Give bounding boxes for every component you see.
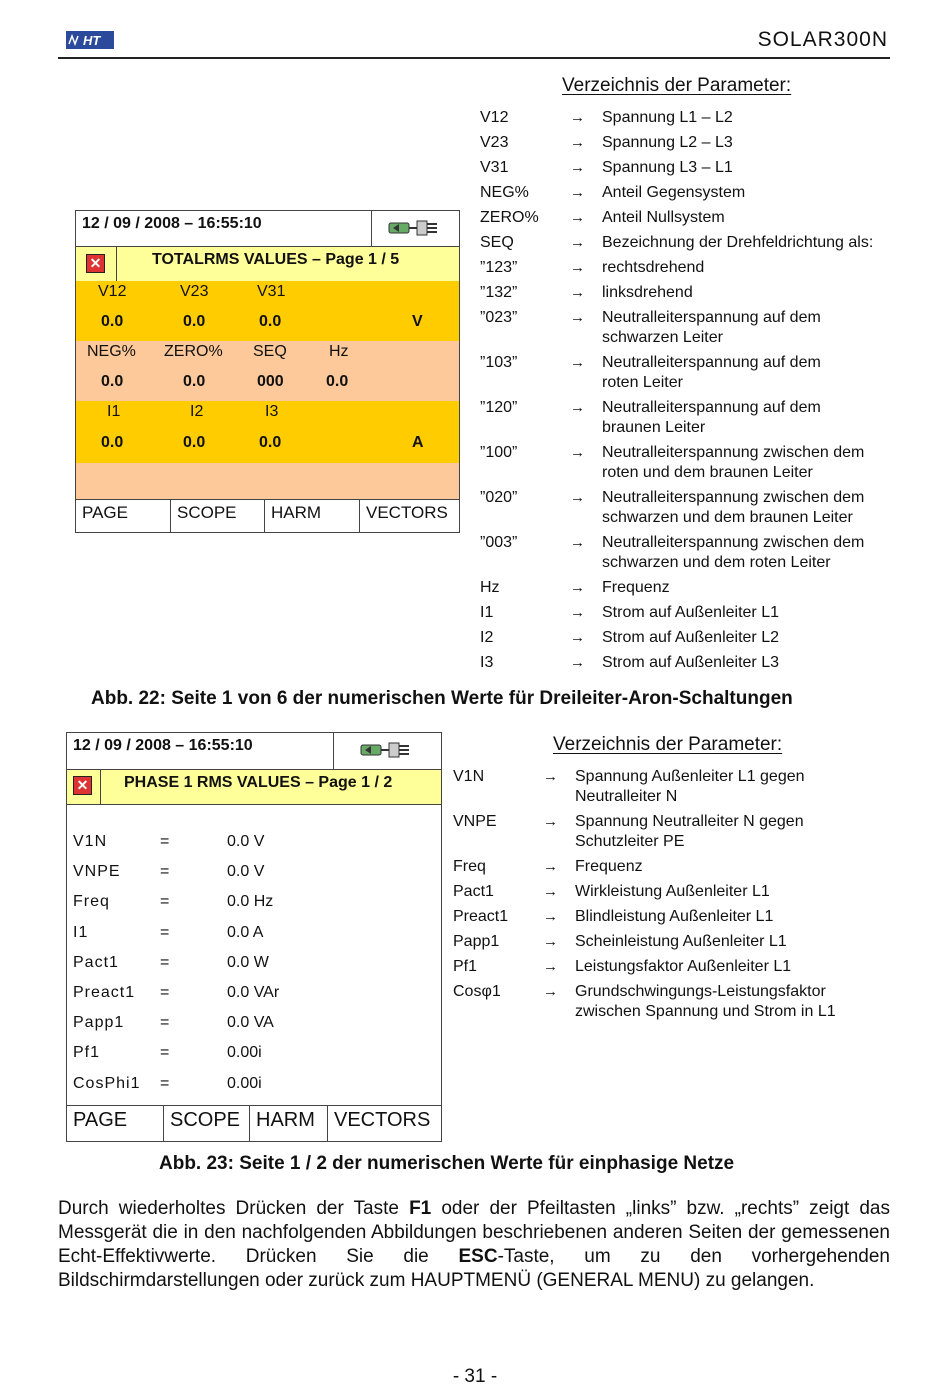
row-value: 0.00i: [227, 1074, 262, 1092]
value-i1: 0.0: [101, 434, 124, 451]
label-v23: V23: [180, 283, 209, 300]
parameter-row: [480, 443, 922, 483]
row-label: Papp1: [73, 1014, 125, 1032]
parameter-row: [453, 907, 895, 927]
fig22-list-title: Verzeichnis der Parameter:: [562, 75, 792, 96]
parameter-description-cont: schwarzen Leiter: [602, 329, 723, 346]
parameter-description: Spannung L3 – L1: [602, 159, 733, 176]
row-equals: =: [160, 923, 170, 941]
value-v31: 0.0: [259, 313, 282, 330]
parameter-key: ”003”: [480, 534, 518, 551]
unit-v: V: [412, 313, 423, 330]
arrow-right-icon: →: [570, 184, 585, 201]
parameter-row: [480, 533, 922, 573]
screen-title-bar: [67, 769, 441, 805]
value-v12: 0.0: [101, 313, 124, 330]
arrow-right-icon: →: [570, 134, 585, 151]
parameter-row: [480, 158, 922, 178]
function-key-bar: [76, 499, 459, 533]
parameter-description: Strom auf Außenleiter L2: [602, 629, 779, 646]
fig23-caption: Abb. 23: Seite 1 / 2 der numerischen Werte für einphasige Netze: [159, 1153, 735, 1174]
value-seq: 000: [257, 373, 284, 390]
parameter-row: [480, 208, 922, 228]
label-seq: SEQ: [253, 343, 287, 360]
divider: [333, 733, 334, 769]
screen-title: TOTALRMS VALUES – Page 1 / 5: [152, 251, 400, 268]
arrow-right-icon: →: [570, 354, 585, 371]
row-label: Preact1: [73, 984, 136, 1001]
key-esc: ESC: [458, 1246, 498, 1267]
parameter-key: ”120”: [480, 399, 518, 416]
parameter-row: [453, 857, 895, 877]
arrow-right-icon: →: [570, 259, 585, 276]
fkey-harm[interactable]: HARM: [264, 500, 359, 533]
parameter-row: [480, 283, 922, 303]
screen-title: PHASE 1 RMS VALUES – Page 1 / 2: [124, 774, 393, 791]
parameter-row: [480, 578, 922, 598]
sequence-block: [76, 341, 459, 401]
parameter-key: V23: [480, 134, 509, 151]
parameter-key: Freq: [453, 858, 486, 875]
parameter-description: Anteil Gegensystem: [602, 184, 746, 201]
parameter-row: [453, 957, 895, 977]
parameter-row: [453, 767, 895, 807]
value-i2: 0.0: [183, 434, 206, 451]
parameter-key: VNPE: [453, 813, 497, 830]
parameter-description-cont: schwarzen und dem roten Leiter: [602, 554, 831, 571]
voltage-block: [76, 281, 459, 341]
screen-title-bar: [76, 246, 459, 281]
parameter-key: ”103”: [480, 354, 518, 371]
parameter-key: ”023”: [480, 309, 518, 326]
arrow-right-icon: →: [570, 284, 585, 301]
parameter-row: [480, 603, 922, 623]
row-value: 0.0 W: [227, 953, 269, 971]
label-hz: Hz: [329, 343, 349, 360]
product-name: SOLAR300N: [757, 28, 888, 51]
parameter-key: SEQ: [480, 234, 514, 251]
arrow-right-icon: →: [570, 579, 585, 596]
arrow-right-icon: →: [543, 983, 558, 1000]
arrow-right-icon: →: [570, 109, 585, 126]
parameter-description: Spannung Neutralleiter N gegen: [575, 813, 804, 830]
parameter-key: I3: [480, 654, 494, 671]
value-hz: 0.0: [326, 373, 349, 390]
parameter-row: [480, 398, 922, 438]
parameter-description: Scheinleistung Außenleiter L1: [575, 933, 787, 950]
parameter-description: Frequenz: [602, 579, 670, 596]
value-zero: 0.0: [183, 373, 206, 390]
row-label: V1N: [73, 833, 108, 850]
row-label: CosPhi1: [73, 1074, 141, 1092]
row-equals: =: [160, 833, 170, 850]
parameter-row: [480, 308, 922, 348]
parameter-description: Wirkleistung Außenleiter L1: [575, 883, 770, 900]
parameter-description: Bezeichnung der Drehfeldrichtung als:: [602, 234, 874, 251]
arrow-right-icon: →: [543, 813, 558, 830]
row-equals: =: [160, 1014, 170, 1032]
row-label: Pf1: [73, 1044, 101, 1062]
paragraph-text: Durch wiederholtes Drücken der Taste: [58, 1198, 410, 1219]
parameter-row: [480, 233, 922, 253]
ht-logo: [66, 31, 114, 49]
arrow-right-icon: →: [543, 768, 558, 785]
fig23-device-screen: [66, 732, 442, 1142]
paragraph-text: oder der Pfeiltasten „links” bzw. „rechts” zeigt das Messgerät die in den nachfolgenden Abbildungen beschriebenen anderen Seiten der gemessenen Echt-Effektivwerte. Drücken Sie die: [58, 1198, 890, 1267]
parameter-row: [453, 982, 895, 1022]
arrow-right-icon: →: [570, 234, 585, 251]
label-zero: ZERO%: [164, 343, 223, 360]
row-value: 0.0 VA: [227, 1014, 274, 1032]
parameter-key: NEG%: [480, 184, 529, 201]
fkey-vectors[interactable]: VECTORS: [327, 1106, 441, 1142]
parameter-description: Neutralleiterspannung zwischen dem: [602, 534, 865, 551]
parameter-description: Neutralleiterspannung zwischen dem: [602, 489, 865, 506]
parameter-key: ”020”: [480, 489, 518, 506]
fig23-list-title: Verzeichnis der Parameter:: [553, 734, 783, 755]
parameter-description-cont: braunen Leiter: [602, 419, 706, 436]
value-v23: 0.0: [183, 313, 206, 330]
divider: [371, 211, 372, 246]
row-value: 0.0 A: [227, 923, 264, 941]
row-equals: =: [160, 984, 170, 1001]
parameter-description: Leistungsfaktor Außenleiter L1: [575, 958, 792, 975]
parameter-key: V12: [480, 109, 509, 126]
arrow-right-icon: →: [570, 159, 585, 176]
parameter-key: V1N: [453, 768, 485, 785]
parameter-key: I2: [480, 629, 494, 646]
parameter-row: [480, 488, 922, 528]
parameter-description: Strom auf Außenleiter L1: [602, 604, 779, 621]
label-i1: I1: [107, 403, 121, 420]
parameter-key: Pf1: [453, 958, 478, 975]
row-value: 0.0 V: [227, 863, 265, 881]
row-label: Freq: [73, 893, 110, 911]
parameter-row: [480, 183, 922, 203]
divider: [116, 247, 117, 281]
parameter-key: Pact1: [453, 883, 494, 900]
parameter-row: [480, 108, 922, 128]
parameter-key: ”100”: [480, 444, 518, 461]
parameter-description: Neutralleiterspannung auf dem: [602, 309, 821, 326]
row-label: Pact1: [73, 953, 119, 971]
fkey-vectors[interactable]: VECTORS: [359, 500, 459, 533]
parameter-description-cont: zwischen Spannung und Strom in L1: [575, 1003, 836, 1020]
fig22-device-screen: [75, 210, 460, 533]
parameter-key: Papp1: [453, 933, 500, 950]
parameter-key: ”132”: [480, 284, 518, 301]
parameter-description: linksdrehend: [602, 284, 693, 301]
arrow-right-icon: →: [570, 534, 585, 551]
label-neg: NEG%: [87, 343, 136, 360]
arrow-right-icon: →: [543, 883, 558, 900]
row-value: 0.0 Hz: [227, 893, 274, 911]
parameter-key: V31: [480, 159, 509, 176]
parameter-description: Anteil Nullsystem: [602, 209, 725, 226]
parameter-row: [453, 932, 895, 952]
row-value: 0.0 V: [227, 833, 265, 850]
parameter-row: [480, 353, 922, 393]
parameter-row: [480, 133, 922, 153]
fkey-page[interactable]: PAGE: [82, 503, 128, 522]
current-block: [76, 401, 459, 463]
arrow-right-icon: →: [543, 933, 558, 950]
parameter-description: Spannung L1 – L2: [602, 109, 733, 126]
parameter-key: ZERO%: [480, 209, 539, 226]
divider: [100, 770, 101, 804]
fkey-page[interactable]: PAGE: [73, 1109, 128, 1131]
arrow-right-icon: →: [570, 444, 585, 461]
row-label: I1: [73, 923, 89, 941]
parameter-description-cont: Schutzleiter PE: [575, 833, 685, 850]
body-paragraph: [58, 1197, 890, 1293]
power-plug-icon: [359, 740, 417, 765]
arrow-right-icon: →: [543, 958, 558, 975]
parameter-description: rechtsdrehend: [602, 259, 705, 276]
arrow-right-icon: →: [570, 604, 585, 621]
arrow-right-icon: →: [570, 309, 585, 326]
parameter-description-cont: Neutralleiter N: [575, 788, 678, 805]
header-divider: [58, 57, 890, 59]
label-v12: V12: [98, 283, 127, 300]
parameter-key: Preact1: [453, 908, 509, 925]
screen-datetime: 12 / 09 / 2008 – 16:55:10: [82, 215, 262, 232]
parameter-description-cont: roten Leiter: [602, 374, 683, 391]
key-f1: F1: [409, 1198, 432, 1219]
parameter-description-cont: roten und dem braunen Leiter: [602, 464, 813, 481]
parameter-key: ”123”: [480, 259, 518, 276]
label-i2: I2: [190, 403, 204, 420]
fkey-scope[interactable]: SCOPE: [170, 500, 264, 533]
parameter-description-cont: schwarzen und dem braunen Leiter: [602, 509, 853, 526]
arrow-right-icon: →: [543, 908, 558, 925]
parameter-row: [480, 258, 922, 278]
paragraph-text: -Taste, um zu den vorhergehenden Bildschirmdarstellungen oder zurück zum HAUPTMENÜ (GENERAL MENU) zu gelangen.: [58, 1246, 890, 1291]
parameter-description: Neutralleiterspannung zwischen dem: [602, 444, 865, 461]
arrow-right-icon: →: [543, 858, 558, 875]
arrow-right-icon: →: [570, 399, 585, 416]
parameter-description: Neutralleiterspannung auf dem: [602, 354, 821, 371]
fkey-scope[interactable]: SCOPE: [163, 1106, 249, 1142]
fig22-caption: Abb. 22: Seite 1 von 6 der numerischen Werte für Dreileiter-Aron-Schaltungen: [91, 688, 793, 709]
function-key-bar: [67, 1105, 441, 1142]
value-i3: 0.0: [259, 434, 282, 451]
parameter-description: Neutralleiterspannung auf dem: [602, 399, 821, 416]
fkey-harm[interactable]: HARM: [249, 1106, 327, 1142]
screen-datetime: 12 / 09 / 2008 – 16:55:10: [73, 737, 253, 754]
label-v31: V31: [257, 283, 286, 300]
parameter-row: [453, 812, 895, 852]
parameter-description: Spannung Außenleiter L1 gegen: [575, 768, 805, 785]
parameter-description: Blindleistung Außenleiter L1: [575, 908, 774, 925]
parameter-key: Hz: [480, 579, 500, 596]
page-number: - 31 -: [452, 1366, 498, 1387]
parameter-row: [480, 653, 922, 673]
row-equals: =: [160, 1074, 170, 1092]
arrow-right-icon: →: [570, 654, 585, 671]
arrow-right-icon: →: [570, 629, 585, 646]
row-equals: =: [160, 893, 170, 911]
row-value: 0.0 VAr: [227, 984, 280, 1001]
arrow-right-icon: →: [570, 209, 585, 226]
logo-text: HT: [83, 33, 101, 48]
arrow-right-icon: →: [570, 489, 585, 506]
parameter-row: [480, 628, 922, 648]
power-plug-icon: [387, 218, 445, 243]
parameter-description: Frequenz: [575, 858, 643, 875]
parameter-description: Spannung L2 – L3: [602, 134, 733, 151]
parameter-key: Cosφ1: [453, 983, 501, 1000]
unit-a: A: [412, 434, 424, 451]
parameter-description: Strom auf Außenleiter L3: [602, 654, 779, 671]
row-equals: =: [160, 863, 170, 881]
parameter-description: Grundschwingungs-Leistungsfaktor: [575, 983, 826, 1000]
close-icon[interactable]: ✕: [73, 776, 92, 795]
value-neg: 0.0: [101, 373, 124, 390]
parameter-key: I1: [480, 604, 494, 621]
row-label: VNPE: [73, 863, 121, 881]
row-equals: =: [160, 1044, 170, 1062]
row-equals: =: [160, 953, 170, 971]
parameter-row: [453, 882, 895, 902]
row-value: 0.00i: [227, 1044, 262, 1062]
label-i3: I3: [265, 403, 279, 420]
empty-band: [76, 463, 459, 499]
close-icon[interactable]: ✕: [86, 254, 105, 273]
